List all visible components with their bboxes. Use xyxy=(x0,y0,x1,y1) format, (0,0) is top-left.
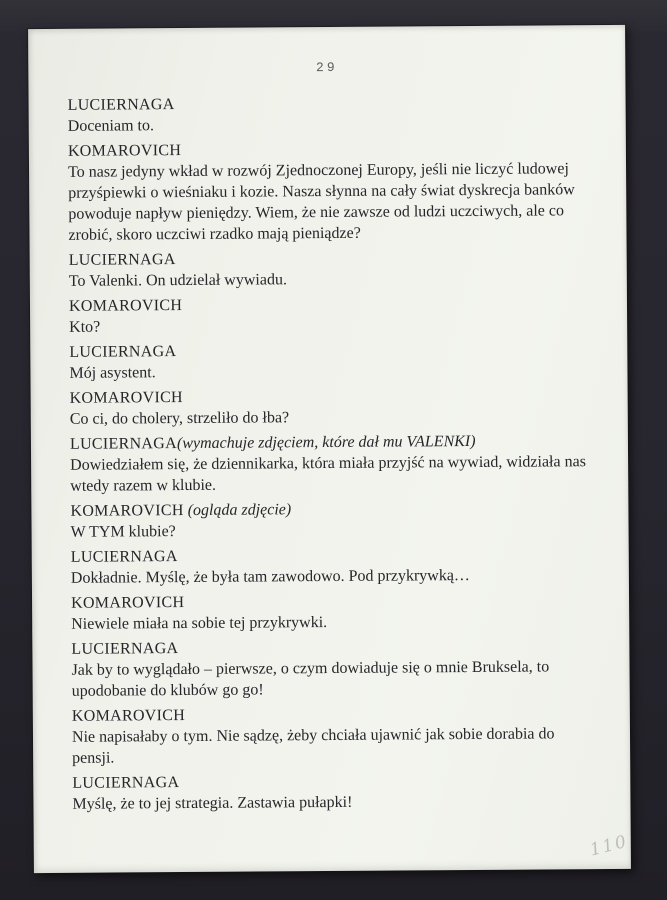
speaker-name: LUCIERNAGA xyxy=(69,343,177,361)
speaker-name: LUCIERNAGA xyxy=(70,548,178,566)
dialogue-line: zrobić, skoro uczciwi rzadko mają pieniądze? xyxy=(68,224,361,244)
dialogue-block xyxy=(71,635,623,702)
dialogue-line: upodobanie do klubów go go! xyxy=(71,681,264,700)
dialogue-line: Co ci, do cholery, strzeliło do łba? xyxy=(69,409,290,428)
dialogue-block xyxy=(70,384,622,430)
dialogue-line: Niewiele miała na sobie tej przykrywki. xyxy=(71,614,328,633)
dialogue-lines xyxy=(70,451,622,497)
dialogue-line: Jak by to wyglądało – pierwsze, o czym dowiaduje się o mnie Bruksela, to xyxy=(71,658,550,679)
script-blocks xyxy=(68,91,625,819)
dialogue-line: powoduje napływ pieniędzy. Wiem, że nie zawsze od ludzi uczciwych, ale co xyxy=(68,202,565,223)
speaker-name: KOMAROVICH xyxy=(71,707,186,725)
dialogue-line: Mój asystent. xyxy=(69,364,156,382)
speaker-name: KOMAROVICH xyxy=(69,389,183,407)
dialogue-lines xyxy=(68,158,621,246)
dialogue-line: Kto? xyxy=(69,318,101,336)
dialogue-line: Dokładnie. Myślę, że była tam zawodowo. Pod przykrywką… xyxy=(70,567,470,587)
parenthetical: (wymachuje zdjęciem, które dał mu VALENKI) xyxy=(176,432,476,453)
dialogue-lines xyxy=(71,656,623,702)
dialogue-line: Dowiedziałem się, że dziennikarka, która miała przyjść na wywiad, widziała nas xyxy=(70,453,586,474)
dialogue-line: Myślę, że to jej strategia. Zastawia pułapki! xyxy=(72,793,353,813)
dialogue-lines xyxy=(69,313,621,338)
dialogue-block xyxy=(69,338,621,384)
dialogue-block xyxy=(69,292,621,338)
dialogue-lines xyxy=(69,359,621,384)
dialogue-lines xyxy=(71,564,623,589)
dialogue-line: W TYM klubie? xyxy=(70,523,176,541)
dialogue-lines xyxy=(71,518,623,543)
parenthetical: (ogląda zdjęcie) xyxy=(183,501,292,520)
dialogue-block xyxy=(71,589,623,635)
speaker-name: KOMAROVICH xyxy=(70,502,184,520)
speaker-name: LUCIERNAGA xyxy=(72,774,180,792)
speaker-name: KOMAROVICH xyxy=(67,142,182,160)
dialogue-line: Doceniam to. xyxy=(67,117,155,135)
dialogue-block xyxy=(69,246,621,292)
dialogue-line: To Valenki. On udzielał wywiadu. xyxy=(68,271,287,290)
dialogue-block xyxy=(68,91,620,137)
dialogue-lines xyxy=(70,405,622,430)
dialogue-block xyxy=(72,769,624,815)
page-number: 29 xyxy=(315,59,338,76)
handwritten-page-note: 110 xyxy=(587,831,631,861)
dialogue-lines xyxy=(69,267,621,292)
speaker-name: KOMAROVICH xyxy=(71,594,185,612)
script-page xyxy=(28,25,631,873)
speaker-name: LUCIERNAGA xyxy=(68,251,176,269)
dialogue-line: To nasz jedyny wkład w rozwój Zjednoczonej Europy, jeśli nie liczyć ludowej xyxy=(68,160,569,181)
dialogue-block xyxy=(70,497,622,543)
dialogue-line: przyśpiewki o wieśniaku i kozie. Nasza słynna na cały świat dyskrecja banków xyxy=(68,181,575,202)
speaker-name: LUCIERNAGA xyxy=(71,640,179,658)
dialogue-line: Nie napisałaby o tym. Nie sądzę, żeby chciała ujawnić jak sobie dorabia do xyxy=(71,725,555,746)
dialogue-block xyxy=(70,430,622,497)
speaker-name: LUCIERNAGA xyxy=(67,96,175,114)
dialogue-block xyxy=(71,543,623,589)
dialogue-block xyxy=(72,702,624,769)
dialogue-lines xyxy=(72,723,624,769)
speaker-name: KOMAROVICH xyxy=(68,297,183,315)
speaker-name: LUCIERNAGA xyxy=(69,435,178,453)
dialogue-lines xyxy=(72,790,624,815)
dialogue-line: wtedy razem w klubie. xyxy=(70,476,217,495)
dialogue-lines xyxy=(68,112,620,137)
dialogue-line: pensji. xyxy=(72,749,115,767)
dialogue-lines xyxy=(71,610,623,635)
dialogue-block xyxy=(68,137,621,246)
